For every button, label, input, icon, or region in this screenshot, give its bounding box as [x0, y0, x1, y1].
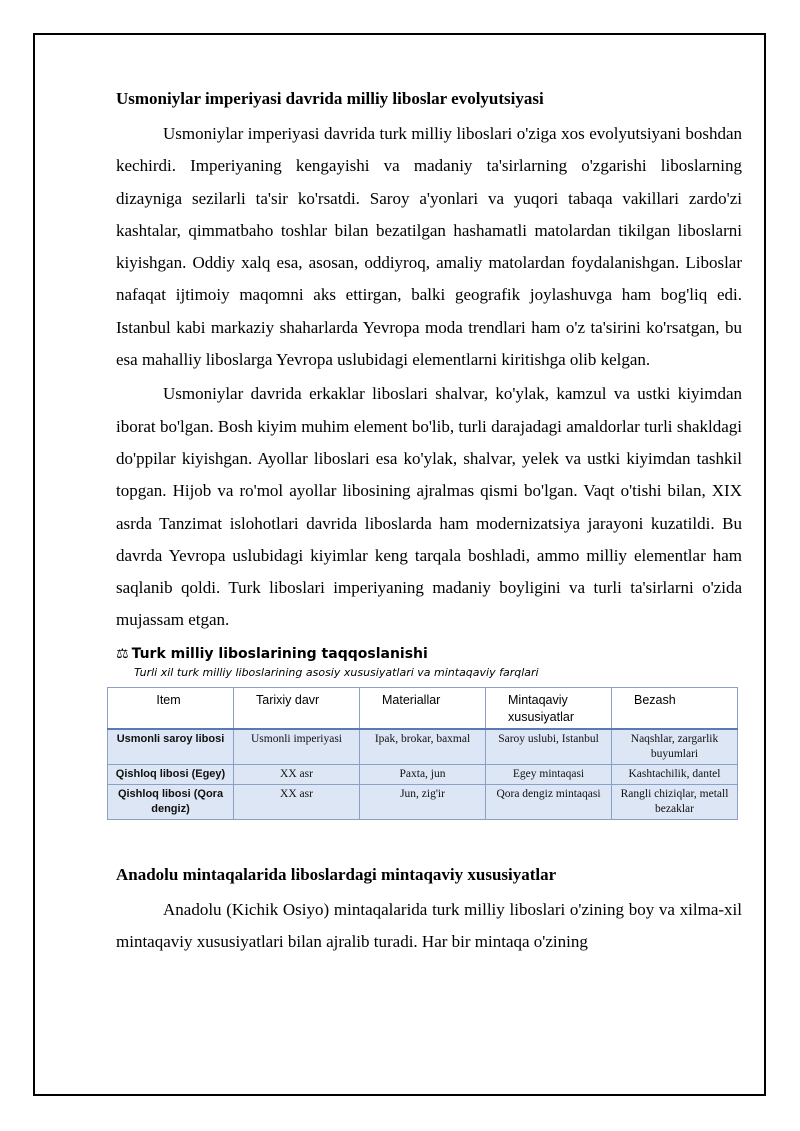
section-heading-anatolia: Anadolu mintaqalarida liboslardagi mintaqaviy xususiyatlar: [116, 864, 557, 884]
comparison-table: [107, 687, 738, 820]
table-header-row: [108, 687, 738, 729]
table-cell: Naqshlar, zargarlik buyumlari: [612, 729, 738, 765]
section-heading-ottoman: Usmoniylar imperiyasi davrida milliy liboslar evolyutsiyasi: [116, 89, 544, 108]
comparison-table-block: [116, 643, 742, 820]
table-cell: Qishloq libosi (Egey): [108, 764, 234, 784]
paragraph: Usmoniylar davrida erkaklar liboslari shalvar, ko'ylak, kamzul va ustki kiyimdan iborat bo'lgan. Bosh kiyim muhim element bo'lib, turli darajadagi amaldorlar turli shakldagi do'ppilar kiyishgan. Ayollar liboslari esa ko'ylak, shalvar, yelek va ustki kiyimdan tashkil topgan. Hijob va ro'mol ayollar libosining ajralmas qismi bo'lgan. Vaqt o'tishi bilan, XIX asrda Tanzimat islohotlari davrida liboslarda ham modernizatsiya jarayoni kuzatildi. Bu davrda Yevropa uslubidagi kiyimlar keng tarqala boshladi, ammo milliy elementlar ham saqlanib qoldi. Turk liboslari imperiyaning madaniy boyligini va turli ta'sirlarni o'zida mujassam etgan.: [116, 384, 742, 630]
table-cell: Qishloq libosi (Qora dengiz): [108, 784, 234, 819]
column-header: Bezash: [612, 687, 738, 729]
column-header: Mintaqaviy xususiyatlar: [486, 687, 612, 729]
document-body: [116, 86, 742, 960]
table-subtitle: Turli xil turk milliy liboslarining asosiy xususiyatlari va mintaqaviy farqlari: [134, 665, 539, 679]
table-row: [108, 784, 738, 819]
paragraph: Anadolu (Kichik Osiyo) mintaqalarida turk milliy liboslari o'zining boy va xilma-xil mintaqaviy xususiyatlari bilan ajralib turadi. Har bir mintaqa o'zining: [116, 899, 742, 952]
table-title: [116, 643, 742, 665]
table-cell: Usmonli imperiyasi: [234, 729, 360, 765]
table-cell: XX asr: [234, 784, 360, 819]
table-cell: Paxta, jun: [360, 764, 486, 784]
table-cell: Saroy uslubi, Istanbul: [486, 729, 612, 765]
scale-icon: ⚖: [116, 645, 129, 662]
table-cell: Usmonli saroy libosi: [108, 729, 234, 765]
table-cell: Egey mintaqasi: [486, 764, 612, 784]
table-title-text: Turk milliy liboslarining taqqoslanishi: [131, 645, 428, 662]
table-row: [108, 764, 738, 784]
table-cell: XX asr: [234, 764, 360, 784]
table-cell: Jun, zig'ir: [360, 784, 486, 819]
table-cell: Kashtachilik, dantel: [612, 764, 738, 784]
paragraph: Usmoniylar imperiyasi davrida turk milliy liboslari o'ziga xos evolyutsiyani boshdan kechirdi. Imperiyaning kengayishi va madaniy ta'sirlarning o'zgarishi liboslarning dizayniga sezilarli ta'sir ko'rsatdi. Saroy a'yonlari va yuqori tabaqa vakillari zardo'zi kashtalar, qimmatbaho toshlar bilan bezatilgan hashamatli matolardan tikilgan liboslarni kiyishgan. Oddiy xalq esa, asosan, oddiyroq, amaliy matolardan foydalanishgan. Liboslar nafaqat ijtimoiy maqomni aks ettirgan, balki geografik joylashuvga ham bog'liq edi. Istanbul kabi markaziy shaharlarda Yevropa moda trendlari ham o'z ta'sirini ko'rsatgan, bu esa mahalliy liboslarga Yevropa uslubidagi elementlarni kiritishga olib kelgan.: [116, 124, 742, 370]
column-header: Tarixiy davr: [234, 687, 360, 729]
table-cell: Qora dengiz mintaqasi: [486, 784, 612, 819]
column-header: Item: [108, 687, 234, 729]
table-row: [108, 729, 738, 765]
section-anatolia: [116, 862, 742, 959]
table-cell: Ipak, brokar, baxmal: [360, 729, 486, 765]
table-cell: Rangli chiziqlar, metall bezaklar: [612, 784, 738, 819]
column-header: Materiallar: [360, 687, 486, 729]
